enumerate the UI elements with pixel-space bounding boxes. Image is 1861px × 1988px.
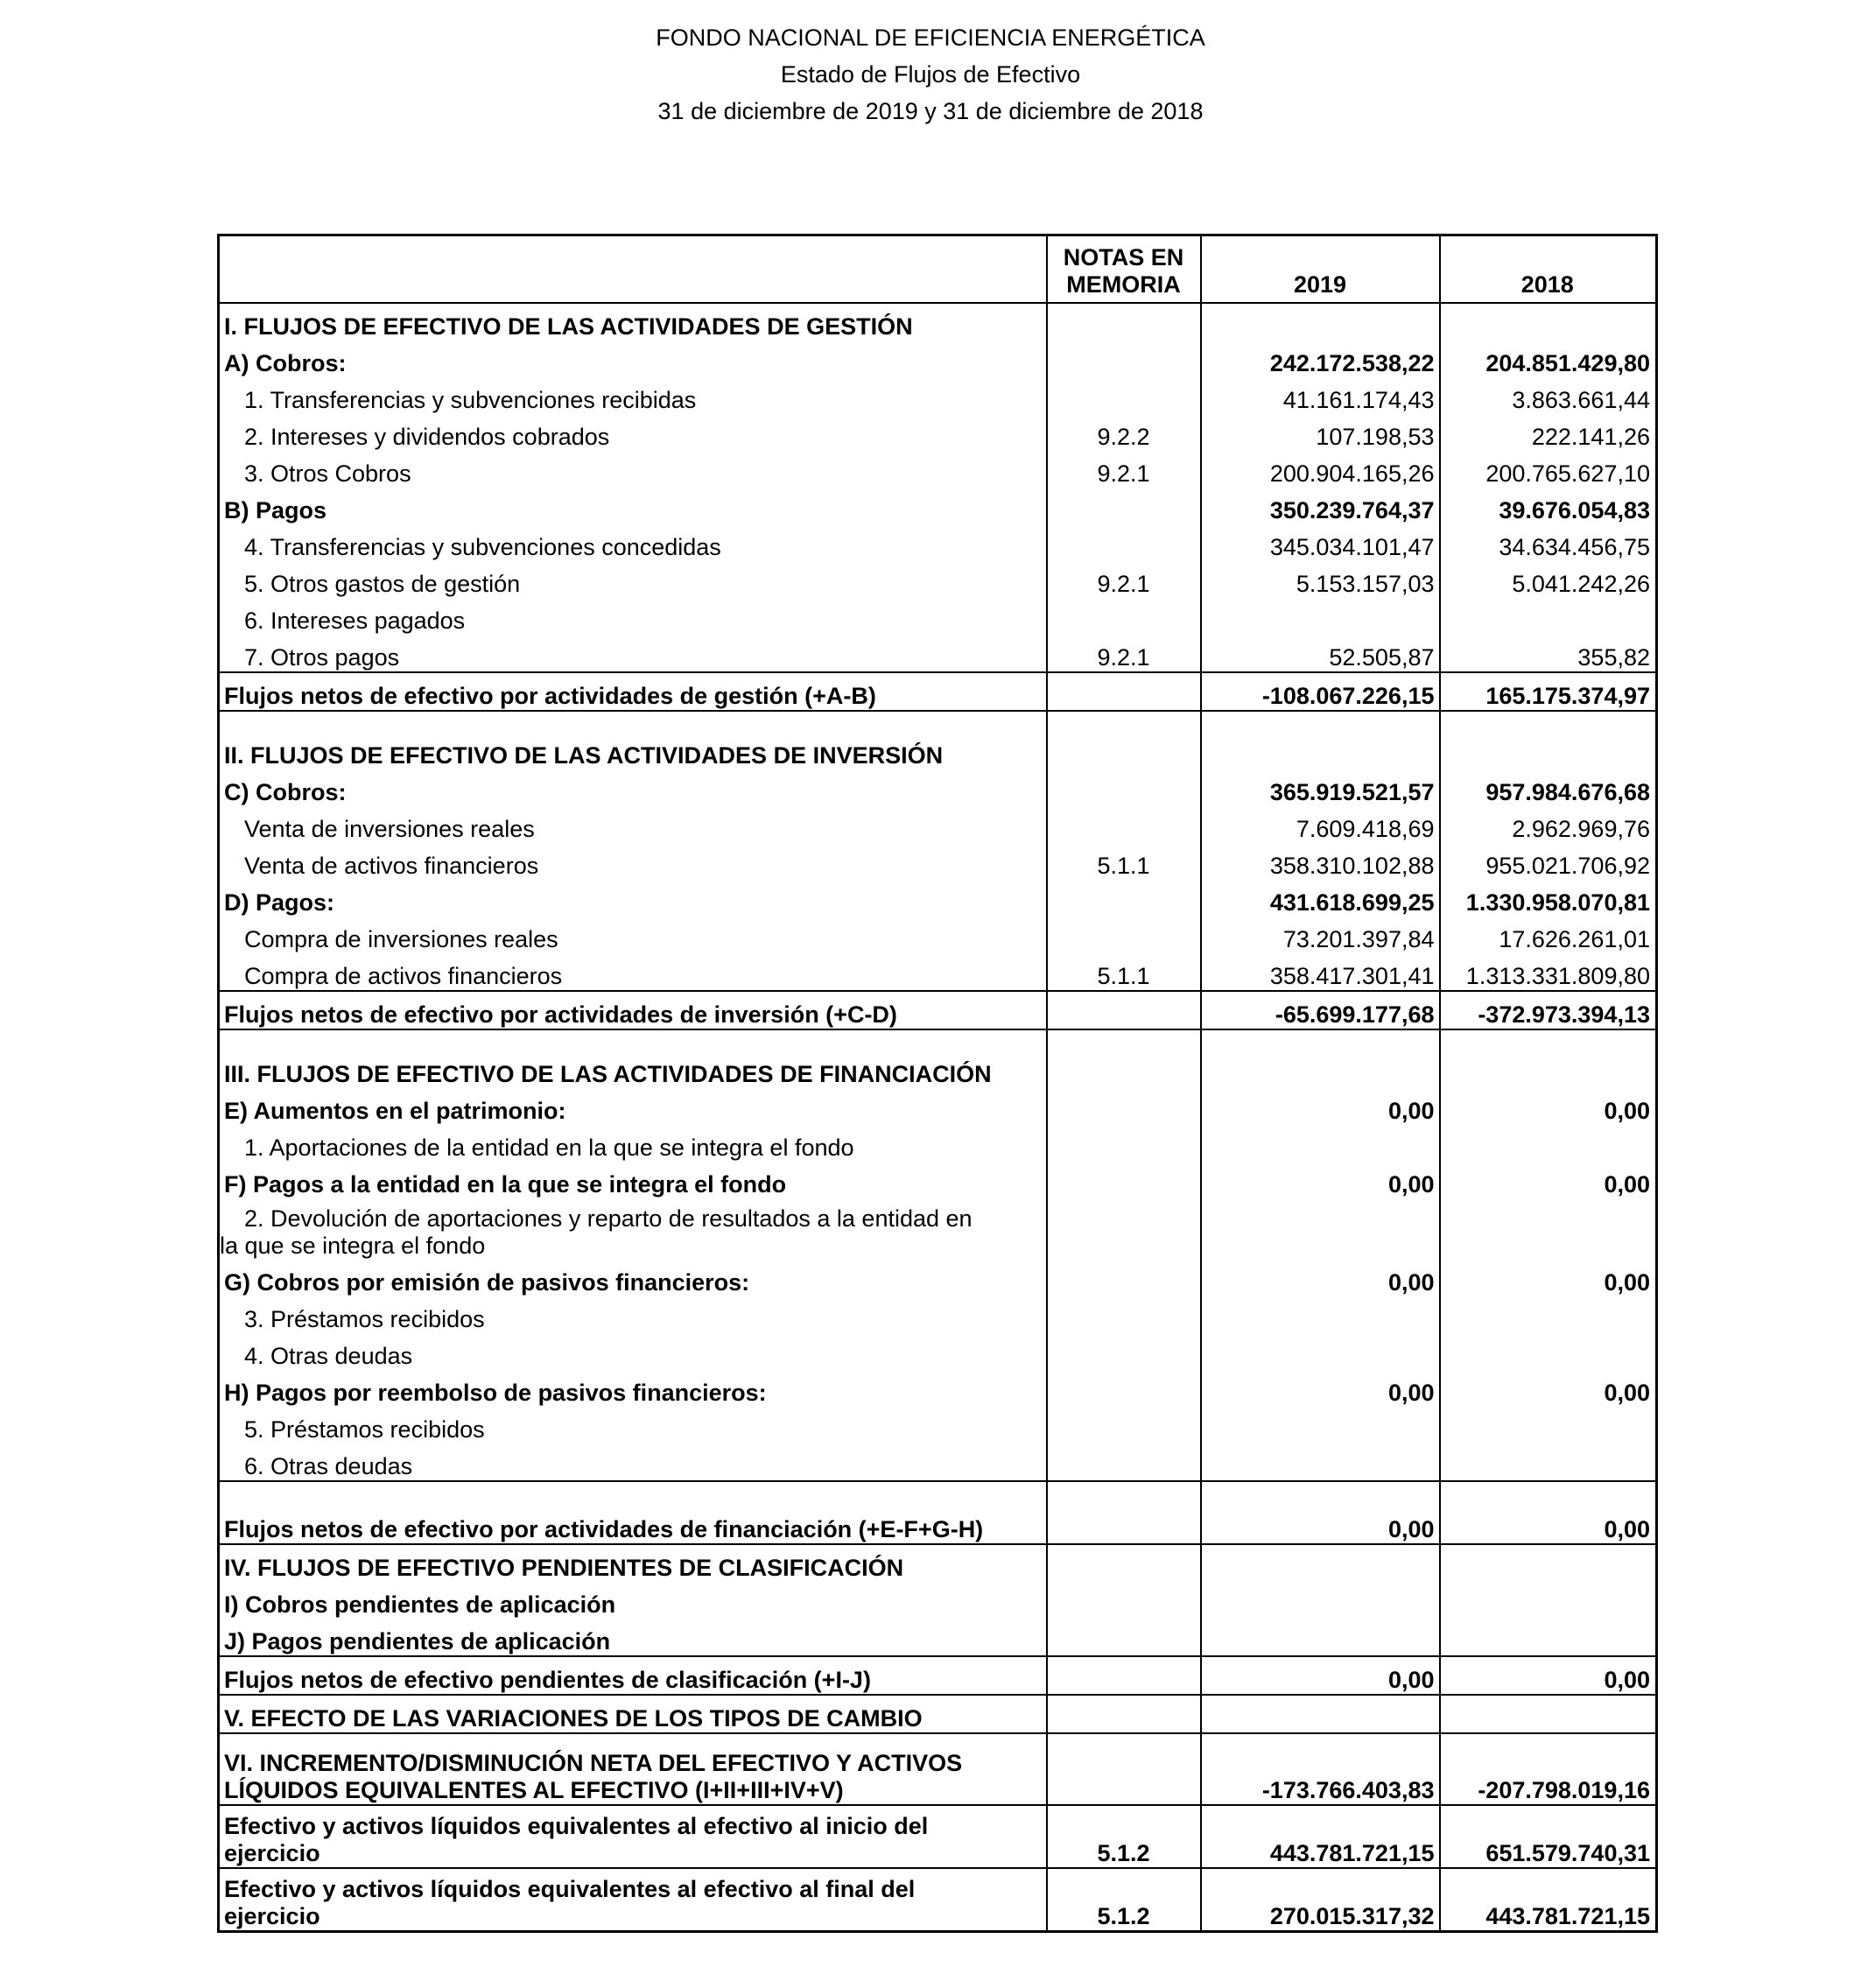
row-label: Compra de activos financieros xyxy=(244,963,563,989)
value-2018: 957.984.676,68 xyxy=(1440,769,1657,806)
value-2018: 1.330.958.070,81 xyxy=(1440,880,1657,917)
row-label: 3. Préstamos recibidos xyxy=(244,1306,485,1332)
row-label: 4. Otras deudas xyxy=(244,1343,413,1369)
row-label: H) Pagos por reembolso de pasivos financieros: xyxy=(224,1380,767,1406)
section-title: III. FLUJOS DE EFECTIVO DE LAS ACTIVIDADES DE FINANCIACIÓN xyxy=(224,1061,992,1087)
row-label: 1. Aportaciones de la entidad en la que se integra el fondo xyxy=(244,1134,854,1161)
value-2018: 39.676.054,83 xyxy=(1440,488,1657,524)
value-2019: 350.239.764,37 xyxy=(1201,488,1440,524)
row-label: Flujos netos de efectivo por actividades de financiación (+E-F+G-H) xyxy=(219,1481,1047,1544)
value-2019: -65.699.177,68 xyxy=(1201,991,1440,1029)
note-ref: 9.2.1 xyxy=(1047,451,1201,488)
table-row xyxy=(219,953,1657,991)
value-2018: -372.973.394,13 xyxy=(1440,991,1657,1029)
table-row xyxy=(219,1260,1657,1296)
value-2018: 0,00 xyxy=(1440,1088,1657,1125)
row-label-line-1: VI. INCREMENTO/DISMINUCIÓN NETA DEL EFECTIVO Y ACTIVOS xyxy=(224,1750,963,1776)
row-label-line-1: Efectivo y activos líquidos equivalentes al efectivo al final del xyxy=(224,1876,916,1902)
value-2019: 443.781.721,15 xyxy=(1201,1805,1440,1868)
row-label: 4. Transferencias y subvenciones concedidas xyxy=(244,534,721,560)
row-label-line-1: 2. Devolución de aportaciones y reparto de resultados a la entidad en xyxy=(244,1205,973,1232)
table-row xyxy=(219,488,1657,524)
value-2018: 0,00 xyxy=(1440,1656,1657,1695)
value-2018: 204.851.429,80 xyxy=(1440,341,1657,377)
table-row xyxy=(219,1162,1657,1198)
section-title-row xyxy=(219,733,1657,769)
table-row xyxy=(219,598,1657,635)
row-label: Compra de inversiones reales xyxy=(244,926,558,952)
row-label: I) Cobros pendientes de aplicación xyxy=(224,1591,616,1618)
value-2019: 5.153.157,03 xyxy=(1201,561,1440,598)
table-row xyxy=(219,451,1657,488)
net-flow-row xyxy=(219,991,1657,1029)
cash-end-row xyxy=(219,1868,1657,1932)
table-row xyxy=(219,1198,1657,1260)
row-label-line-2: ejercicio xyxy=(224,1840,320,1866)
net-change-row xyxy=(219,1733,1657,1805)
spacer-row xyxy=(219,1029,1657,1051)
value-2019: 270.015.317,32 xyxy=(1201,1868,1440,1932)
value-2018: 1.313.331.809,80 xyxy=(1440,953,1657,991)
value-2019: -173.766.403,83 xyxy=(1201,1733,1440,1805)
section-title-row xyxy=(219,303,1657,341)
row-label: Flujos netos de efectivo por actividades de inversión (+C-D) xyxy=(219,991,1047,1029)
value-2018: 3.863.661,44 xyxy=(1440,377,1657,414)
value-2019: 431.618.699,25 xyxy=(1201,880,1440,917)
section-title: IV. FLUJOS DE EFECTIVO PENDIENTES DE CLASIFICACIÓN xyxy=(219,1544,1047,1582)
value-2018: 355,82 xyxy=(1440,635,1657,672)
table-row xyxy=(219,1444,1657,1481)
table-row xyxy=(219,1619,1657,1656)
row-label: 7. Otros pagos xyxy=(244,644,400,671)
value-2019: 242.172.538,22 xyxy=(1201,341,1440,377)
section-title-row xyxy=(219,1051,1657,1088)
row-label: Flujos netos de efectivo pendientes de clasificación (+I-J) xyxy=(219,1656,1047,1695)
row-label: E) Aumentos en el patrimonio: xyxy=(224,1098,566,1124)
value-2018: 165.175.374,97 xyxy=(1440,672,1657,711)
cash-flow-table xyxy=(217,234,1658,1933)
value-2018: 34.634.456,75 xyxy=(1440,524,1657,561)
value-2018: 0,00 xyxy=(1440,1481,1657,1544)
section-title: I. FLUJOS DE EFECTIVO DE LAS ACTIVIDADES DE GESTIÓN xyxy=(219,303,1047,341)
row-label: 3. Otros Cobros xyxy=(244,460,411,487)
value-2019: 345.034.101,47 xyxy=(1201,524,1440,561)
statement-title: Estado de Flujos de Efectivo xyxy=(780,61,1081,88)
value-2018: 0,00 xyxy=(1440,1370,1657,1407)
row-label xyxy=(219,1198,1047,1260)
table-row xyxy=(219,377,1657,414)
row-label: C) Cobros: xyxy=(224,779,347,805)
fund-name: FONDO NACIONAL DE EFICIENCIA ENERGÉTICA xyxy=(656,25,1205,51)
section-title-row xyxy=(219,1695,1657,1733)
value-2019: 0,00 xyxy=(1201,1481,1440,1544)
value-2019: 358.310.102,88 xyxy=(1201,843,1440,880)
value-2019: 0,00 xyxy=(1201,1162,1440,1198)
row-label: 6. Intereses pagados xyxy=(244,608,466,634)
value-2018: 955.021.706,92 xyxy=(1440,843,1657,880)
row-label-line-2: la que se integra el fondo xyxy=(220,1233,486,1259)
row-label: 5. Préstamos recibidos xyxy=(244,1416,485,1443)
table-row xyxy=(219,1370,1657,1407)
value-2019: 358.417.301,41 xyxy=(1201,953,1440,991)
table-row xyxy=(219,917,1657,953)
note-ref: 5.1.2 xyxy=(1047,1805,1201,1868)
year-2018-header: 2018 xyxy=(1440,235,1657,304)
net-flow-row xyxy=(219,672,1657,711)
table-row xyxy=(219,635,1657,672)
note-ref: 9.2.2 xyxy=(1047,414,1201,451)
value-2018: 651.579.740,31 xyxy=(1440,1805,1657,1868)
value-2019: 365.919.521,57 xyxy=(1201,769,1440,806)
value-2018: 222.141,26 xyxy=(1440,414,1657,451)
note-ref: 9.2.1 xyxy=(1047,635,1201,672)
value-2019: 0,00 xyxy=(1201,1656,1440,1695)
value-2018: 0,00 xyxy=(1440,1260,1657,1296)
table-row xyxy=(219,806,1657,843)
spacer-row xyxy=(219,711,1657,733)
row-label: 2. Intereses y dividendos cobrados xyxy=(244,424,610,450)
value-2019: 0,00 xyxy=(1201,1088,1440,1125)
value-2019: -108.067.226,15 xyxy=(1201,672,1440,711)
row-label: F) Pagos a la entidad en la que se integra el fondo xyxy=(224,1171,787,1198)
row-label xyxy=(219,1733,1047,1805)
row-label xyxy=(219,1868,1047,1932)
row-label: J) Pagos pendientes de aplicación xyxy=(224,1628,611,1654)
row-label: Venta de activos financieros xyxy=(244,853,539,879)
value-2019: 0,00 xyxy=(1201,1370,1440,1407)
table-row xyxy=(219,1125,1657,1162)
note-ref: 5.1.2 xyxy=(1047,1868,1201,1932)
value-2018: 5.041.242,26 xyxy=(1440,561,1657,598)
row-label: Flujos netos de efectivo por actividades de gestión (+A-B) xyxy=(219,672,1047,711)
row-label-line-2: ejercicio xyxy=(224,1903,320,1929)
net-flow-row xyxy=(219,1656,1657,1695)
year-2019-header: 2019 xyxy=(1201,235,1440,304)
table-row xyxy=(219,880,1657,917)
table-row xyxy=(219,561,1657,598)
row-label-line-2: LÍQUIDOS EQUIVALENTES AL EFECTIVO (I+II+III+IV+V) xyxy=(224,1777,844,1803)
value-2019: 107.198,53 xyxy=(1201,414,1440,451)
note-ref: 5.1.1 xyxy=(1047,843,1201,880)
table-row xyxy=(219,1407,1657,1444)
statement-period: 31 de diciembre de 2019 y 31 de diciembre de 2018 xyxy=(657,98,1204,124)
row-label: Venta de inversiones reales xyxy=(244,816,535,842)
cash-start-row xyxy=(219,1805,1657,1868)
table-row xyxy=(219,524,1657,561)
value-2018: 17.626.261,01 xyxy=(1440,917,1657,953)
value-2018: -207.798.019,16 xyxy=(1440,1733,1657,1805)
document-header xyxy=(0,19,1861,130)
table-row xyxy=(219,1582,1657,1619)
row-label: 1. Transferencias y subvenciones recibidas xyxy=(244,387,697,413)
value-2019: 41.161.174,43 xyxy=(1201,377,1440,414)
table-row xyxy=(219,1333,1657,1370)
section-title: V. EFECTO DE LAS VARIACIONES DE LOS TIPOS DE CAMBIO xyxy=(219,1695,1047,1733)
value-2018: 2.962.969,76 xyxy=(1440,806,1657,843)
row-label: A) Cobros: xyxy=(224,350,347,376)
row-label: 6. Otras deudas xyxy=(244,1453,413,1479)
table-row xyxy=(219,414,1657,451)
table-row xyxy=(219,1296,1657,1333)
net-flow-row xyxy=(219,1481,1657,1544)
note-ref: 9.2.1 xyxy=(1047,561,1201,598)
value-2019: 0,00 xyxy=(1201,1260,1440,1296)
section-title-row xyxy=(219,1544,1657,1582)
value-2018: 0,00 xyxy=(1440,1162,1657,1198)
note-ref: 5.1.1 xyxy=(1047,953,1201,991)
row-label: G) Cobros por emisión de pasivos financieros: xyxy=(224,1269,750,1296)
table-row xyxy=(219,843,1657,880)
row-label-line-1: Efectivo y activos líquidos equivalentes al efectivo al inicio del xyxy=(224,1813,929,1839)
value-2019: 52.505,87 xyxy=(1201,635,1440,672)
value-2019: 200.904.165,26 xyxy=(1201,451,1440,488)
value-2019: 73.201.397,84 xyxy=(1201,917,1440,953)
section-title: II. FLUJOS DE EFECTIVO DE LAS ACTIVIDADES DE INVERSIÓN xyxy=(224,742,944,769)
row-label xyxy=(219,1805,1047,1868)
value-2018: 443.781.721,15 xyxy=(1440,1868,1657,1932)
table-row xyxy=(219,341,1657,377)
table-row xyxy=(219,769,1657,806)
row-label: 5. Otros gastos de gestión xyxy=(244,571,521,597)
notes-column-header: NOTAS EN MEMORIA xyxy=(1047,235,1201,304)
table-header-row xyxy=(219,235,1657,304)
value-2019: 7.609.418,69 xyxy=(1201,806,1440,843)
value-2018: 200.765.627,10 xyxy=(1440,451,1657,488)
row-label: B) Pagos xyxy=(224,497,327,523)
table-row xyxy=(219,1088,1657,1125)
row-label: D) Pagos: xyxy=(224,889,335,916)
